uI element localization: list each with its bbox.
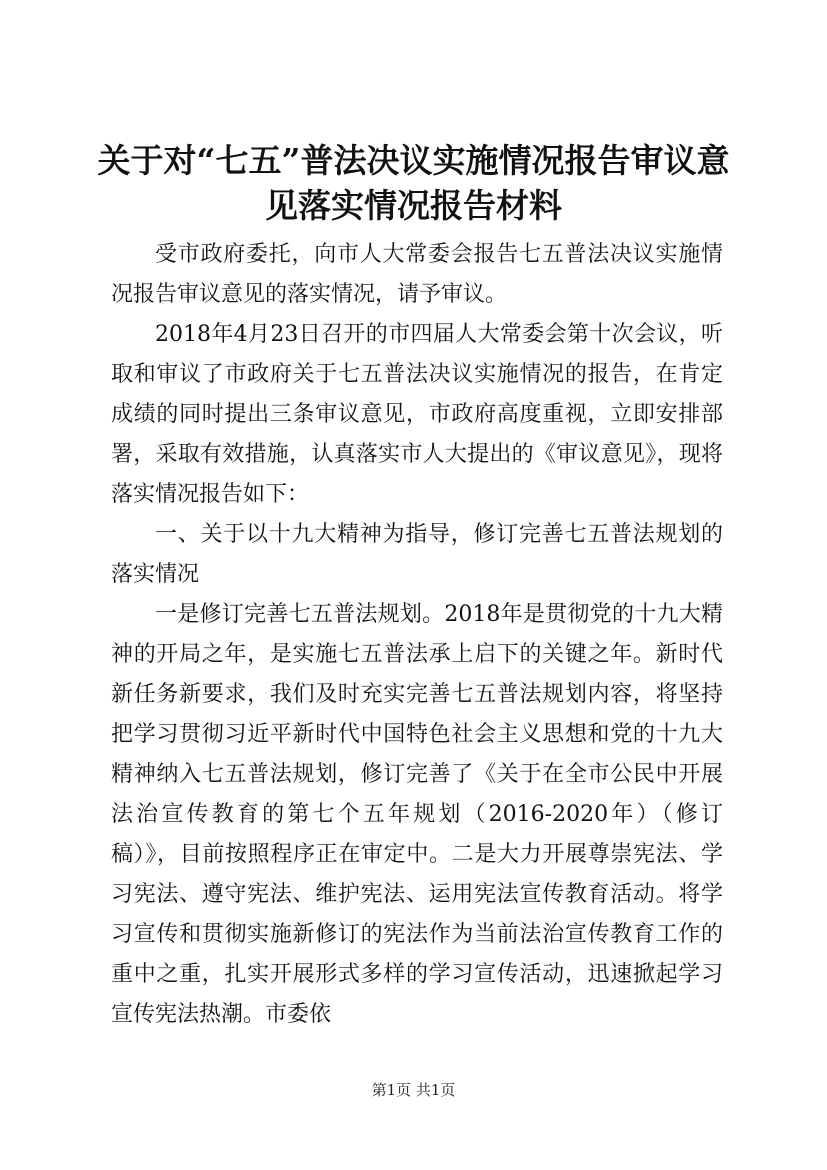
document-title xyxy=(60,138,767,228)
document-body xyxy=(111,235,723,1035)
section-heading-1: 一、关于以十九大精神为指导，修订完善七五普法规划的落实情况 xyxy=(111,522,723,587)
title-line-1: 关于对“七五”普法决议实施情况报告审议意 xyxy=(97,141,730,180)
paragraph-intro: 受市政府委托，向市人大常委会报告七五普法决议实施情况报告审议意见的落实情况，请予审议。 xyxy=(111,242,723,307)
page-footer: 第1页 共1页 xyxy=(371,1081,456,1099)
paragraph-background: 2018年4月23日召开的市四届人大常委会第十次会议，听取和审议了市政府关于七五普法决议实施情况的报告，在肯定成绩的同时提出三条审议意见，市政府高度重视，立即安排部署，采取有效措施，认真落实市人大提出的《审议意见》，现将落实情况报告如下： xyxy=(111,322,723,507)
paragraph-section-1: 一是修订完善七五普法规划。2018年是贯彻党的十九大精神的开局之年，是实施七五普法承上启下的关键之年。新时代新任务新要求，我们及时充实完善七五普法规划内容，将坚持把学习贯彻习近平新时代中国特色社会主义思想和党的十九大精神纳入七五普法规划，修订完善了《关于在全市公民中开展法治宣传教育的第七个五年规划（2016-2020年）（修订稿）》，目前按照程序正在审定中。二是大力开展尊崇宪法、学习宪法、遵守宪法、维护宪法、运用宪法宣传教育活动。将学习宣传和贯彻实施新修订的宪法作为当前法治宣传教育工作的重中之重，扎实开展形式多样的学习宣传活动，迅速掀起学习宣传宪法热潮。市委依 xyxy=(111,602,723,1027)
title-line-2: 见落实情况报告材料 xyxy=(265,186,562,225)
